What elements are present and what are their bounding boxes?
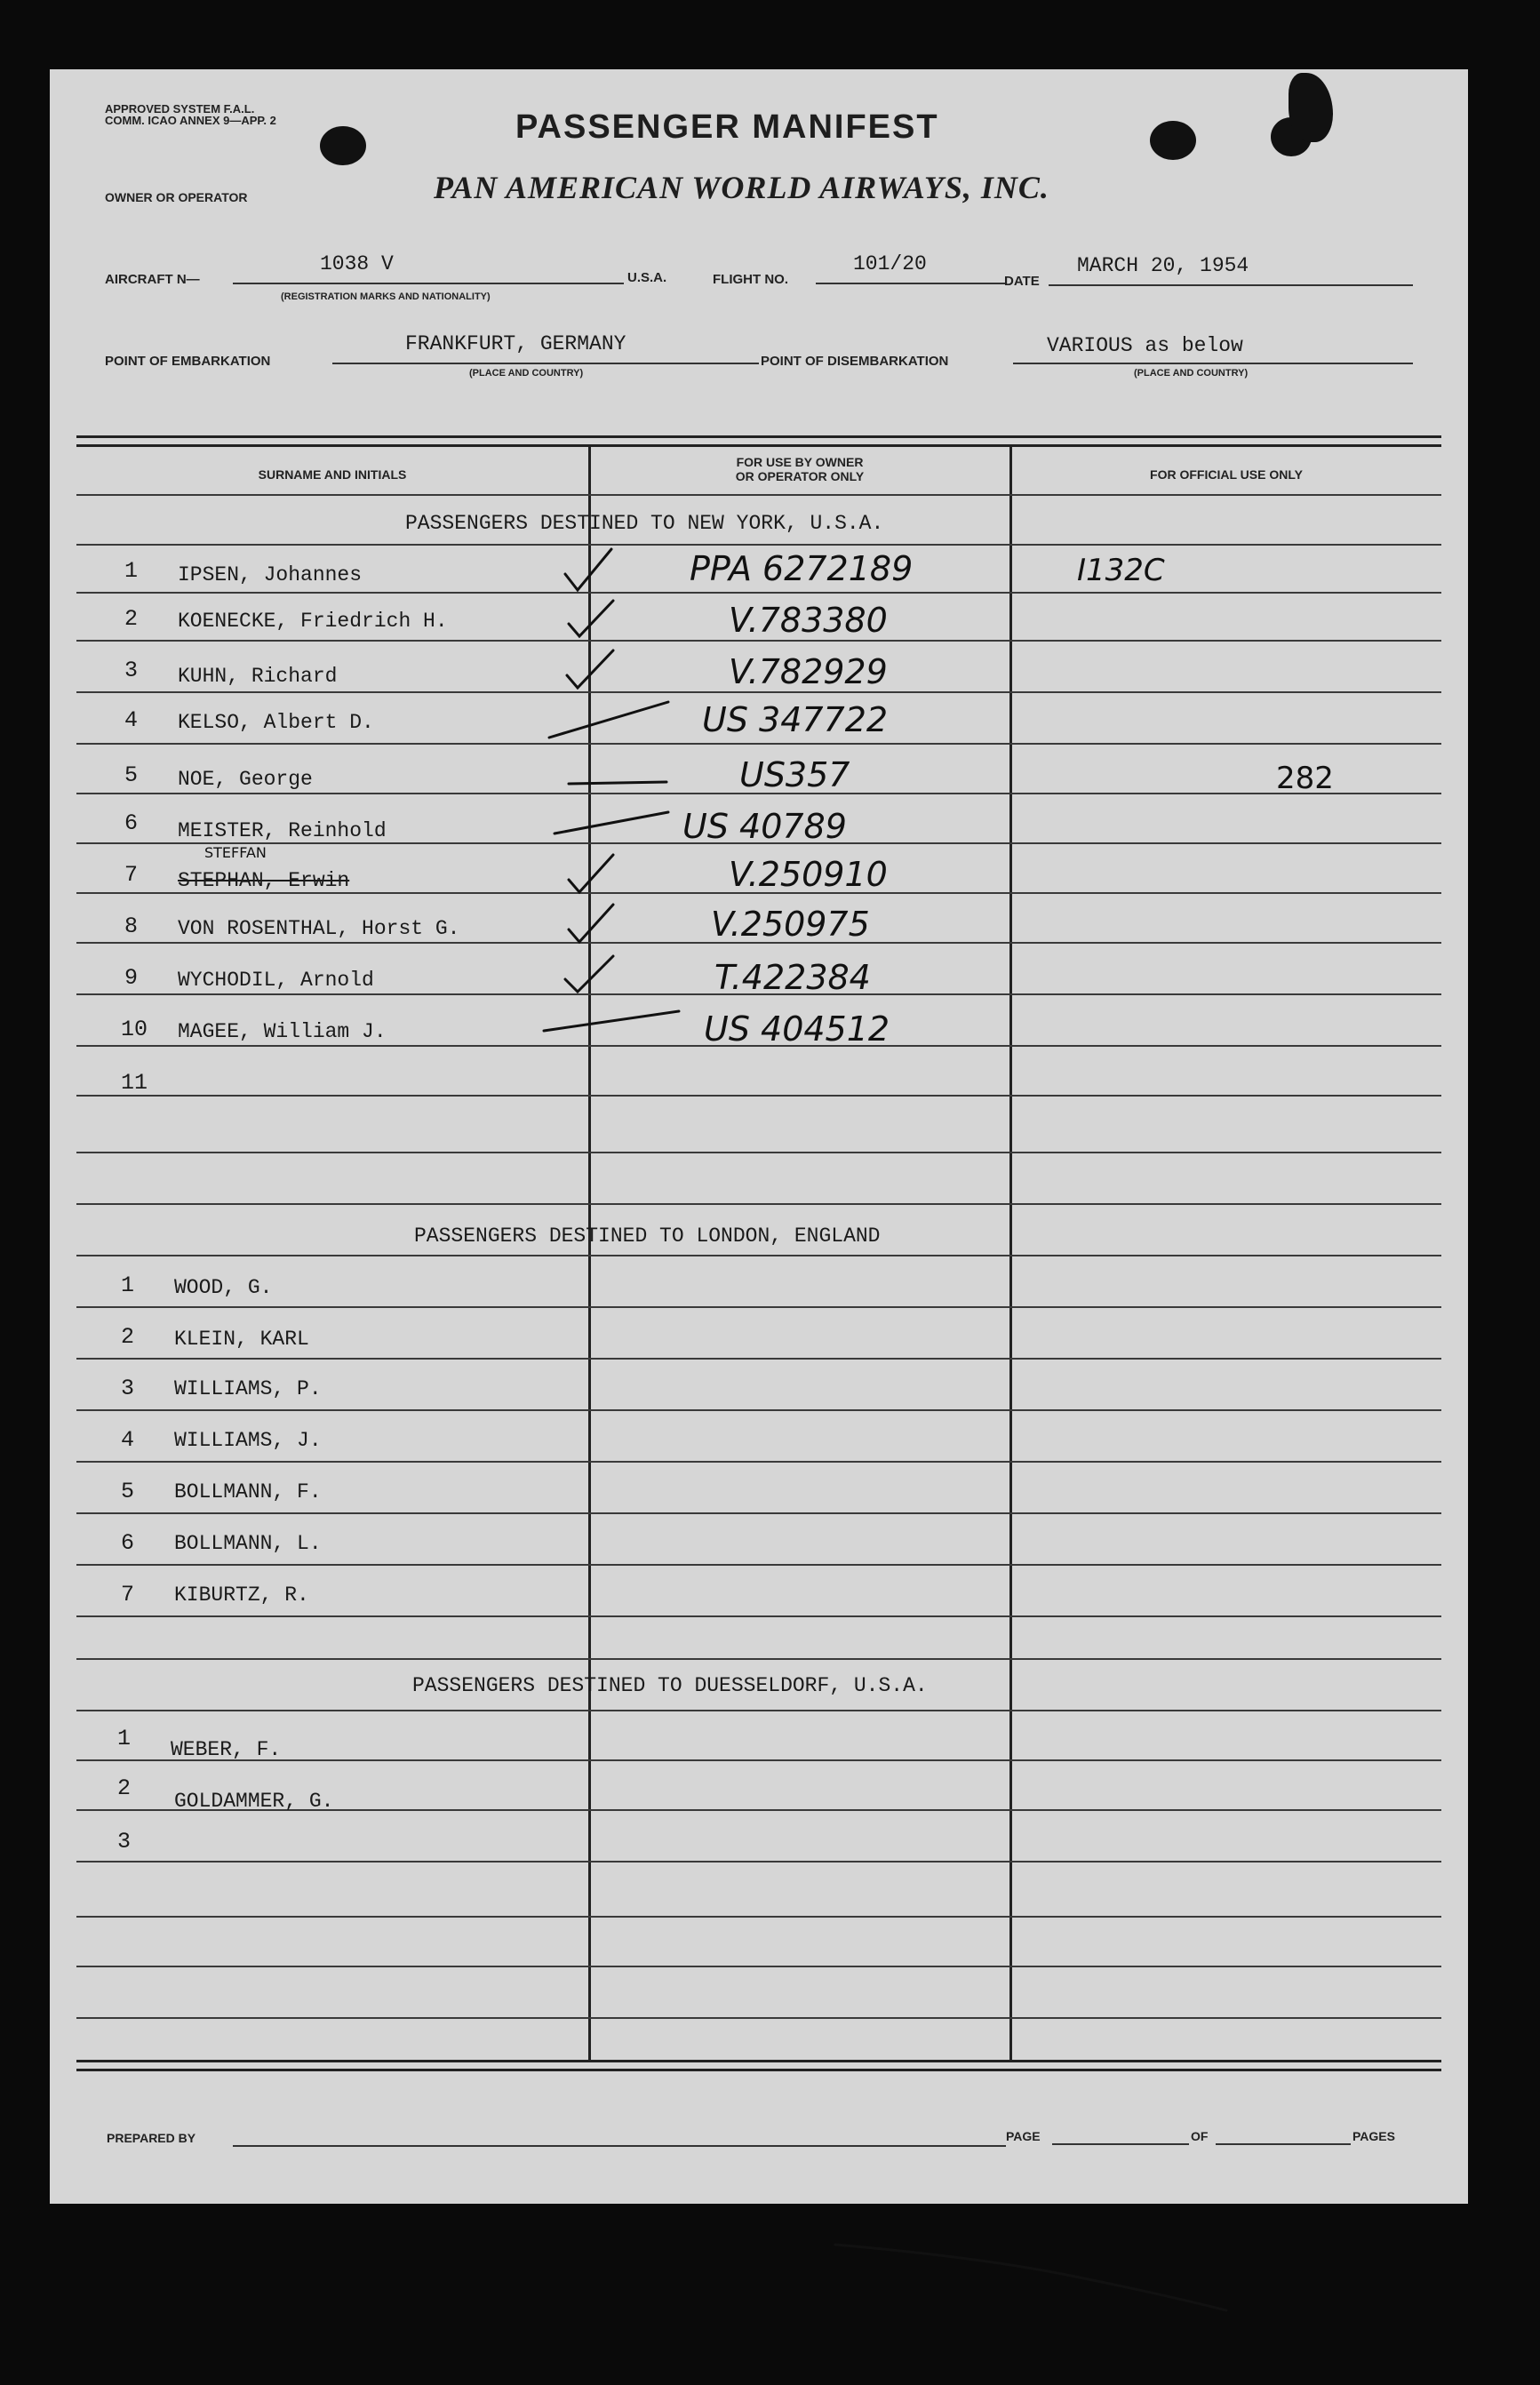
operator-entry: US 347722 xyxy=(702,700,889,739)
passenger-name: BOLLMANN, L. xyxy=(174,1532,322,1555)
passenger-name: KELSO, Albert D. xyxy=(178,711,374,734)
embarkation-value: FRANKFURT, GERMANY xyxy=(405,332,626,355)
row-number: 1 xyxy=(124,558,139,584)
row-number: 4 xyxy=(124,707,139,733)
embarkation-sub: (PLACE AND COUNTRY) xyxy=(469,368,584,379)
disembarkation-value: VARIOUS as below xyxy=(1047,334,1243,357)
row-number: 7 xyxy=(121,1582,135,1607)
official-entry: 282 xyxy=(1276,761,1334,796)
passenger-name: WOOD, G. xyxy=(174,1276,273,1299)
row-number: 2 xyxy=(121,1324,135,1350)
company-name: PAN AMERICAN WORLD AIRWAYS, INC. xyxy=(434,170,1049,205)
row-number: 10 xyxy=(121,1017,148,1042)
passenger-name: NOE, George xyxy=(178,768,313,791)
passenger-name: KLEIN, KARL xyxy=(174,1328,309,1351)
disembarkation-label: POINT OF DISEMBARKATION xyxy=(761,354,949,369)
row-number: 8 xyxy=(124,913,139,939)
row-number: 2 xyxy=(124,606,139,632)
check-mark xyxy=(569,905,613,942)
passenger-name: KIBURTZ, R. xyxy=(174,1583,309,1607)
scribble xyxy=(835,2245,1226,2310)
strike-line xyxy=(569,782,666,784)
date-label: DATE xyxy=(1004,274,1040,289)
row-number: 1 xyxy=(121,1272,135,1298)
row-number: 1 xyxy=(117,1726,132,1751)
passenger-name: STEPHAN, Erwin xyxy=(178,869,350,892)
row-number: 2 xyxy=(117,1775,132,1801)
section-heading-new-york: PASSENGERS DESTINED TO NEW YORK, U.S.A. xyxy=(405,512,884,535)
embarkation-label: POINT OF EMBARKATION xyxy=(105,354,271,369)
row-number: 4 xyxy=(121,1427,135,1453)
disembarkation-sub: (PLACE AND COUNTRY) xyxy=(1134,368,1249,379)
flight-label: FLIGHT NO. xyxy=(713,272,788,287)
section-heading-duesseldorf: PASSENGERS DESTINED TO DUESSELDORF, U.S.A. xyxy=(412,1674,928,1697)
aircraft-value: 1038 V xyxy=(320,252,394,275)
passenger-name: MAGEE, William J. xyxy=(178,1020,387,1043)
passenger-name: IPSEN, Johannes xyxy=(178,563,363,586)
row-number: 6 xyxy=(124,810,139,836)
operator-entry: V.783380 xyxy=(729,601,888,640)
row-number: 3 xyxy=(124,658,139,683)
passenger-name: WYCHODIL, Arnold xyxy=(178,969,374,992)
check-mark xyxy=(567,650,613,688)
owner-label: OWNER OR OPERATOR xyxy=(105,190,248,204)
operator-entry: T.422384 xyxy=(714,958,871,997)
form-title: PASSENGER MANIFEST xyxy=(515,108,939,146)
strike-line xyxy=(544,1011,679,1031)
operator-entry: US 40789 xyxy=(682,807,847,846)
passenger-name: WEBER, F. xyxy=(171,1738,282,1761)
operator-entry: US 404512 xyxy=(704,1009,890,1049)
passenger-name: KOENECKE, Friedrich H. xyxy=(178,610,448,633)
operator-entry: V.782929 xyxy=(729,652,888,691)
row-number: 9 xyxy=(124,965,139,991)
flight-value: 101/20 xyxy=(853,252,927,275)
section-heading-london: PASSENGERS DESTINED TO LONDON, ENGLAND xyxy=(414,1224,881,1248)
row-number: 5 xyxy=(124,762,139,788)
official-entry: I132C xyxy=(1077,553,1165,588)
name-correction: STEFFAN xyxy=(204,844,267,861)
row-number: 3 xyxy=(121,1376,135,1401)
row-number: 7 xyxy=(124,862,139,888)
check-mark xyxy=(565,549,611,590)
operator-entry: PPA 6272189 xyxy=(690,549,914,588)
passenger-name: WILLIAMS, P. xyxy=(174,1377,322,1400)
official-column-header: FOR OFFICIAL USE ONLY xyxy=(1150,467,1303,482)
pages-label: PAGES xyxy=(1352,2129,1395,2143)
passenger-name: GOLDAMMER, G. xyxy=(174,1790,334,1813)
passenger-name: MEISTER, Reinhold xyxy=(178,819,387,842)
aircraft-sub: (REGISTRATION MARKS AND NATIONALITY) xyxy=(281,291,491,302)
strike-line xyxy=(549,702,668,738)
aircraft-label: AIRCRAFT N— xyxy=(105,272,200,287)
check-mark xyxy=(565,956,613,992)
operator-entry: V.250910 xyxy=(729,855,888,894)
owner-column-header-line2: OR OPERATOR ONLY xyxy=(735,469,865,483)
prepared-by-label: PREPARED BY xyxy=(107,2131,196,2145)
owner-column-header-line1: FOR USE BY OWNER xyxy=(736,455,864,469)
surname-column-header: SURNAME AND INITIALS xyxy=(258,467,407,482)
page-label: PAGE xyxy=(1006,2129,1041,2143)
row-number: 5 xyxy=(121,1479,135,1504)
check-mark xyxy=(569,855,613,892)
passenger-name: VON ROSENTHAL, Horst G. xyxy=(178,917,460,940)
passenger-name: BOLLMANN, F. xyxy=(174,1480,322,1504)
row-number: 3 xyxy=(117,1829,132,1855)
row-number: 11 xyxy=(121,1070,148,1096)
check-mark xyxy=(569,601,613,636)
operator-entry: US357 xyxy=(739,755,850,794)
row-number: 6 xyxy=(121,1530,135,1556)
strike-line xyxy=(555,812,668,834)
operator-entry: V.250975 xyxy=(711,905,870,944)
approval-note: APPROVED SYSTEM F.A.L. COMM. ICAO ANNEX 9—APP. 2 xyxy=(105,102,276,127)
of-label: OF xyxy=(1191,2129,1209,2143)
date-value: MARCH 20, 1954 xyxy=(1077,254,1249,277)
usa-label: U.S.A. xyxy=(627,270,667,285)
passenger-name: KUHN, Richard xyxy=(178,665,338,688)
passenger-name: WILLIAMS, J. xyxy=(174,1429,322,1452)
